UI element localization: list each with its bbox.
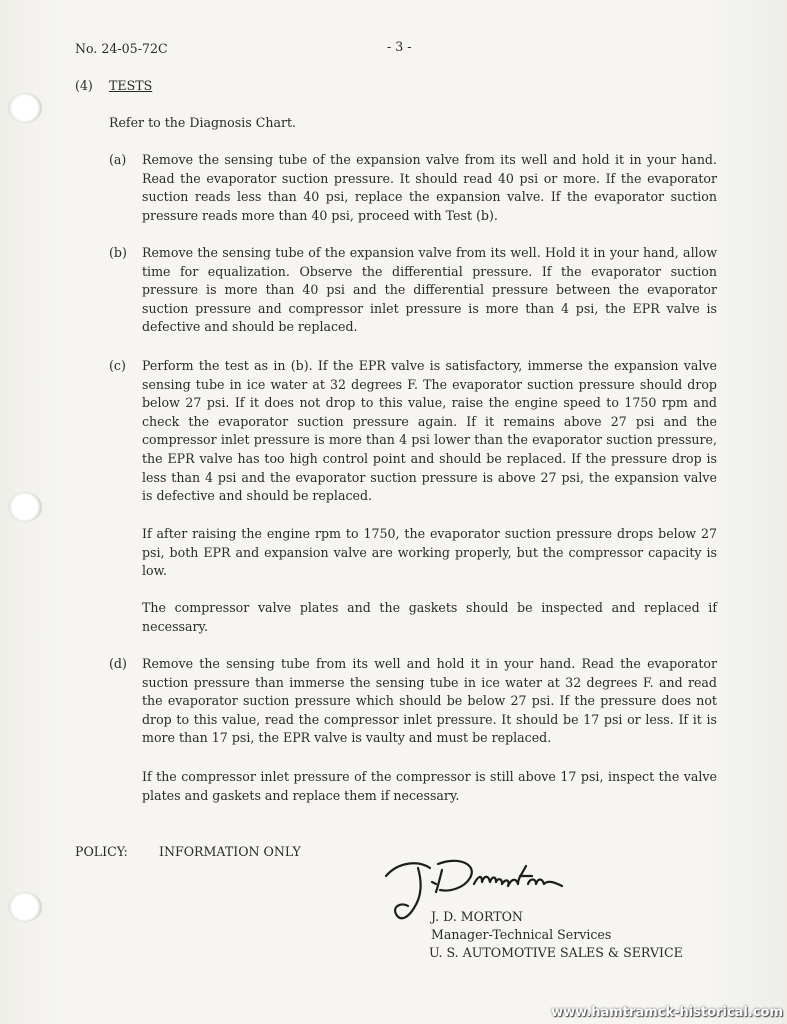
page-number: - 3 - [387, 39, 412, 54]
policy-value: INFORMATION ONLY [159, 844, 301, 859]
signer-organization: U. S. AUTOMOTIVE SALES & SERVICE [429, 945, 683, 960]
document-number: No. 24-05-72C [75, 41, 168, 56]
binder-hole-top [8, 93, 42, 123]
signer-title: Manager-Technical Services [431, 927, 612, 942]
item-d-paragraph-1: Remove the sensing tube from its well and hold it in your hand. Read the evaporator suction pressure than immerse the sensing tube in ice water at 32 degrees F. and read the evaporator suction pressure which should be below 27 psi. If the pressure does not drop to this value, read the compressor inlet pressure. It should be 17 psi or less. If it is more than 17 psi, the EPR valve is vaulty and must be replaced. [142, 656, 717, 746]
signer-name: J. D. MORTON [431, 909, 523, 924]
binder-hole-bottom [8, 892, 42, 922]
item-label-a: (a) [109, 152, 127, 167]
item-c-paragraph-3: The compressor valve plates and the gaskets should be inspected and replaced if necessary. [142, 600, 717, 634]
section-number: (4) [75, 78, 93, 93]
item-b-paragraph-1: Remove the sensing tube of the expansion valve from its well. Hold it in your hand, allow time for equalization. Observe the differential pressure. If the evaporator suction pressure is more than 40 psi and the differential pressure between the evaporator suction pressure and compressor inlet pressure is more than 4 psi, the EPR valve is defective and should be replaced. [142, 245, 717, 335]
website-watermark: www.hamtramck-historical.com [551, 1005, 783, 1020]
signature-block [431, 908, 683, 962]
item-d-paragraph-2: If the compressor inlet pressure of the compressor is still above 17 psi, inspect the valve plates and gaskets and replace them if necessary. [142, 769, 717, 803]
item-label-c: (c) [109, 358, 126, 373]
item-c-paragraph-2: If after raising the engine rpm to 1750, the evaporator suction pressure drops below 27 psi, both EPR and expansion valve are working properly, but the compressor capacity is low. [142, 526, 717, 579]
item-label-b: (b) [109, 245, 127, 260]
item-label-d: (d) [109, 656, 127, 671]
item-c-paragraph-1: Perform the test as in (b). If the EPR valve is satisfactory, immerse the expansion valve sensing tube in ice water at 32 degrees F. The evaporator suction pressure should drop below 27 psi. If it does not drop to this value, raise the engine speed to 1750 rpm and check the evaporator suction pressure again. If it remains above 27 psi and the compressor inlet pressure is more than 4 psi lower than the evaporator suction pressure, the EPR valve has too high control point and should be replaced. If the pressure drop is less than 4 psi and the evaporator suction pressure is above 27 psi, the expansion valve is defective and should be replaced. [142, 358, 717, 504]
binder-hole-middle [8, 492, 42, 522]
item-a-paragraph-1: Remove the sensing tube of the expansion valve from its well and hold it in your hand. Read the evaporator suction pressure. It should read 40 psi or more. If the evaporator suction reads less than 40 psi, replace the expansion valve. If the evaporator suction pressure reads more than 40 psi, proceed with Test (b). [142, 152, 717, 223]
section-title: TESTS [109, 78, 153, 93]
policy-label: POLICY: [75, 844, 128, 859]
section-intro: Refer to the Diagnosis Chart. [109, 115, 297, 130]
